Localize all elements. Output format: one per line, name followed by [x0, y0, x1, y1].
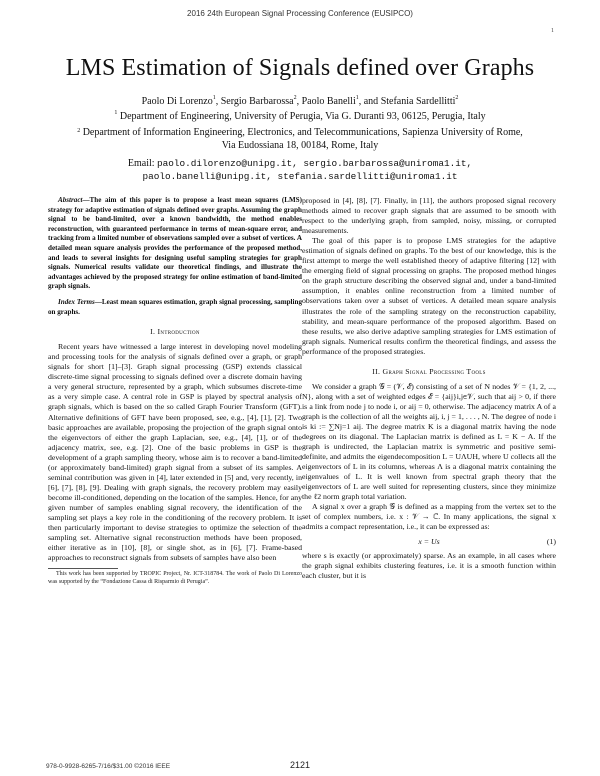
conference-header: 2016 24th European Signal Processing Conference (EUSIPCO): [187, 9, 413, 18]
affiliation-text: Department of Information Engineering, Electronics, and Telecommunications, Sapienza University of Rome,: [82, 127, 523, 138]
abstract: [48, 196, 302, 292]
equation-1: [302, 537, 556, 547]
left-column: [48, 196, 302, 586]
index-terms-text: —Least mean squares estimation, graph signal processing, sampling on graphs.: [48, 297, 302, 316]
affiliation-number: 1: [114, 110, 118, 116]
section-heading-introduction: I. Introduction: [150, 327, 200, 337]
index-terms: [48, 298, 302, 317]
abstract-text: —The aim of this paper is to propose a least mean squares (LMS) strategy for adaptive estimation of signals defined over graphs. Assuming the graph signal to be band-limited, over a known bandwidth, the method enables reconstruction, with guaranteed performance in terms of mean-square error, and tracking from a limited number of observations sampled over a subset of vertices. A detailed mean square analysis provides the performance of the proposed method, and leads to several insights for designing useful sampling strategies for graph signals. Numerical results validate our theoretical findings, and illustrate the advantages achieved by the proposed strategy for online estimation of band-limited graph signals.: [48, 196, 302, 291]
isbn-copyright: 978-0-9928-6265-7/16/$31.00 ©2016 IEEE: [46, 763, 171, 770]
goal-paragraph: The goal of this paper is to propose LMS strategies for the adaptive estimation of signals defined on graphs. To the best of our knowledge, this is the first attempt to merge the well established theory of adaptive filtering [12] with the emerging field of signal processing on graphs. The proposed method hinges on the graph structure describing the observed signal and, under a band-limited assumption, it enables online reconstruction from a limited number of observations taken over a subset of vertices. A detailed mean square analysis illustrates the role of the sampling strategy on the reconstruction capability, stability, and mean-square performance of the proposed algorithm. Based on these results, we also derive adaptive sampling strategies for LMS estimation of graph signals. Numerical results confirm the theoretical findings, and assess the performance of the proposed strategies.: [302, 236, 556, 356]
right-column: [302, 196, 556, 581]
email-line-2[interactable]: paolo.banelli@unipg.it, stefania.sardellitti@uniroma1.it: [142, 171, 458, 182]
email-block: [0, 157, 600, 183]
author-affiliation-mark: 1: [355, 95, 359, 101]
page-number: 2121: [289, 760, 311, 770]
email-line-1[interactable]: paolo.dilorenzo@unipg.it, sergio.barbarossa@uniroma1.it,: [157, 158, 473, 169]
author-name: Paolo Di Lorenzo: [141, 96, 213, 107]
affiliation-text-line2: Via Eudossiana 18, 00184, Rome, Italy: [221, 140, 379, 151]
affiliation-text: Department of Engineering, University of Perugia, Via G. Duranti 93, 06125, Perugia, Italy: [119, 111, 486, 122]
author-name: Paolo Banelli: [301, 96, 356, 107]
affiliation-number: 2: [77, 128, 81, 134]
email-label: Email:: [127, 158, 155, 169]
page-mark: 1: [551, 28, 554, 34]
graph-definition-paragraph: We consider a graph 𝒢 = (𝒱, ℰ) consisting of a set of N nodes 𝒱 = {1, 2, ..., N}, along with a set of weighted edges ℰ = {aij}i,j∈𝒱, such that aij > 0, if there is a link from node j to node i, or aij = 0, otherwise. The adjacency matrix A of a graph is the collection of all the weights aij, i, j = 1, . . . , N. The degree of node i is ki := ∑Nj=1 aij. The degree matrix K is a diagonal matrix having the node degrees on its diagonal. The Laplacian matrix is defined as L = K − A. If the graph is undirected, the Laplacian matrix is symmetric and positive semi-definite, and admits the eigendecomposition L = UΛUH, where U collects all the eigenvectors of L in its columns, whereas Λ is a diagonal matrix containing the eigenvalues of L. It is well known from spectral graph theory that the eigenvectors of L are well suited for representing clusters, since they minimize the ℓ2 norm graph total variation.: [302, 381, 556, 502]
equation-number: (1): [546, 536, 556, 546]
author-affiliation-mark: 2: [455, 95, 459, 101]
footnote-rule: [48, 568, 118, 569]
sparse-representation-paragraph: where s is exactly (or approximately) sparse. As an example, in all cases where the graph signal exhibits clustering features, i.e. it is a smooth function within each cluster, but it is: [302, 550, 556, 580]
abstract-label: Abstract: [58, 196, 83, 204]
section-heading-gsp-tools: II. Graph Signal Processing Tools: [372, 366, 486, 376]
footnote: This work has been supported by TROPIC Project, Nr. ICT-318784. The work of Paolo Di Lorenzo was supported by the “Fondazione Cassa di Risparmio di Perugia”.: [48, 571, 302, 585]
author-affiliation-mark: 1: [212, 95, 216, 101]
affiliation-2: [0, 126, 600, 152]
author-affiliation-mark: 2: [293, 95, 297, 101]
index-terms-label: Index Terms: [58, 297, 95, 306]
author-name: Stefania Sardellitti: [380, 96, 456, 107]
paper-title: LMS Estimation of Signals defined over Graphs: [65, 55, 535, 81]
author-name: Sergio Barbarossa: [220, 96, 294, 107]
introduction-paragraph: Recent years have witnessed a large interest in developing novel modeling and processing tools for the analysis of signals defined over a graph, or graph signals for short [1]–[3]. Graph signal processing (GSP) extends classical discrete-time signal processing to signals defined over a discrete domain having a very general structure, represented by a graph, which subsumes discrete-time as a very simple case. A central role in GSP is played by spectral analysis of graph signals, which is based on the so called Graph Fourier Transform (GFT). Alternative definitions of GFT have been proposed, see, e.g., [4], [1], [2]. Two basic approaches are available, proposing the projection of the graph signal onto the eigenvectors of either the graph Laplacian, see, e.g., [4], [1], or of the adjacency matrix, see, e.g. [2]. One of the basic problems in GSP is the development of a graph sampling theory, whose aim is to recover a band-limited (or approximately band-limited) graph signal from a subset of its samples. A seminal contribution was given in [4], later extended in [5] and, very recently, in [6], [7], [8], [9]. Dealing with graph signals, the recovery problem may easily become ill-conditioned, depending on the location of the samples. Hence, for any given number of samples enabling signal recovery, the identification of the sampling set plays a key role in the conditioning of the recovery problem. It is then particularly important to devise strategies to optimize the selection of the sampling set. Alternative signal reconstruction methods have been proposed, either iterative as in [10], [8], or single shot, as in [6], [7]. Frame-based approaches to reconstruct signals from subsets of samples have also been: [48, 342, 302, 563]
author-list: Paolo Di Lorenzo$^1$, Sergio Barbarossa$^2$, Paolo Banelli$^1$, and Stefania Sardellitti$^2$: [141, 95, 459, 107]
affiliation-1: [0, 111, 600, 122]
introduction-continued-paragraph: proposed in [4], [8], [7]. Finally, in [11], the authors proposed signal recovery methods aimed to recover graph signals that are assumed to be smooth with respect to the underlying graph, from sampled, noisy, missing, or corrupted measurements.: [302, 196, 556, 236]
graph-signal-paragraph: A signal x over a graph 𝒢 is defined as a mapping from the vertex set to the set of complex numbers, i.e. x : 𝒱 → ℂ. In many applications, the signal x admits a compact representation, i.e., it can be expressed as:: [302, 502, 556, 532]
equation-expression: x = Us: [418, 536, 440, 546]
